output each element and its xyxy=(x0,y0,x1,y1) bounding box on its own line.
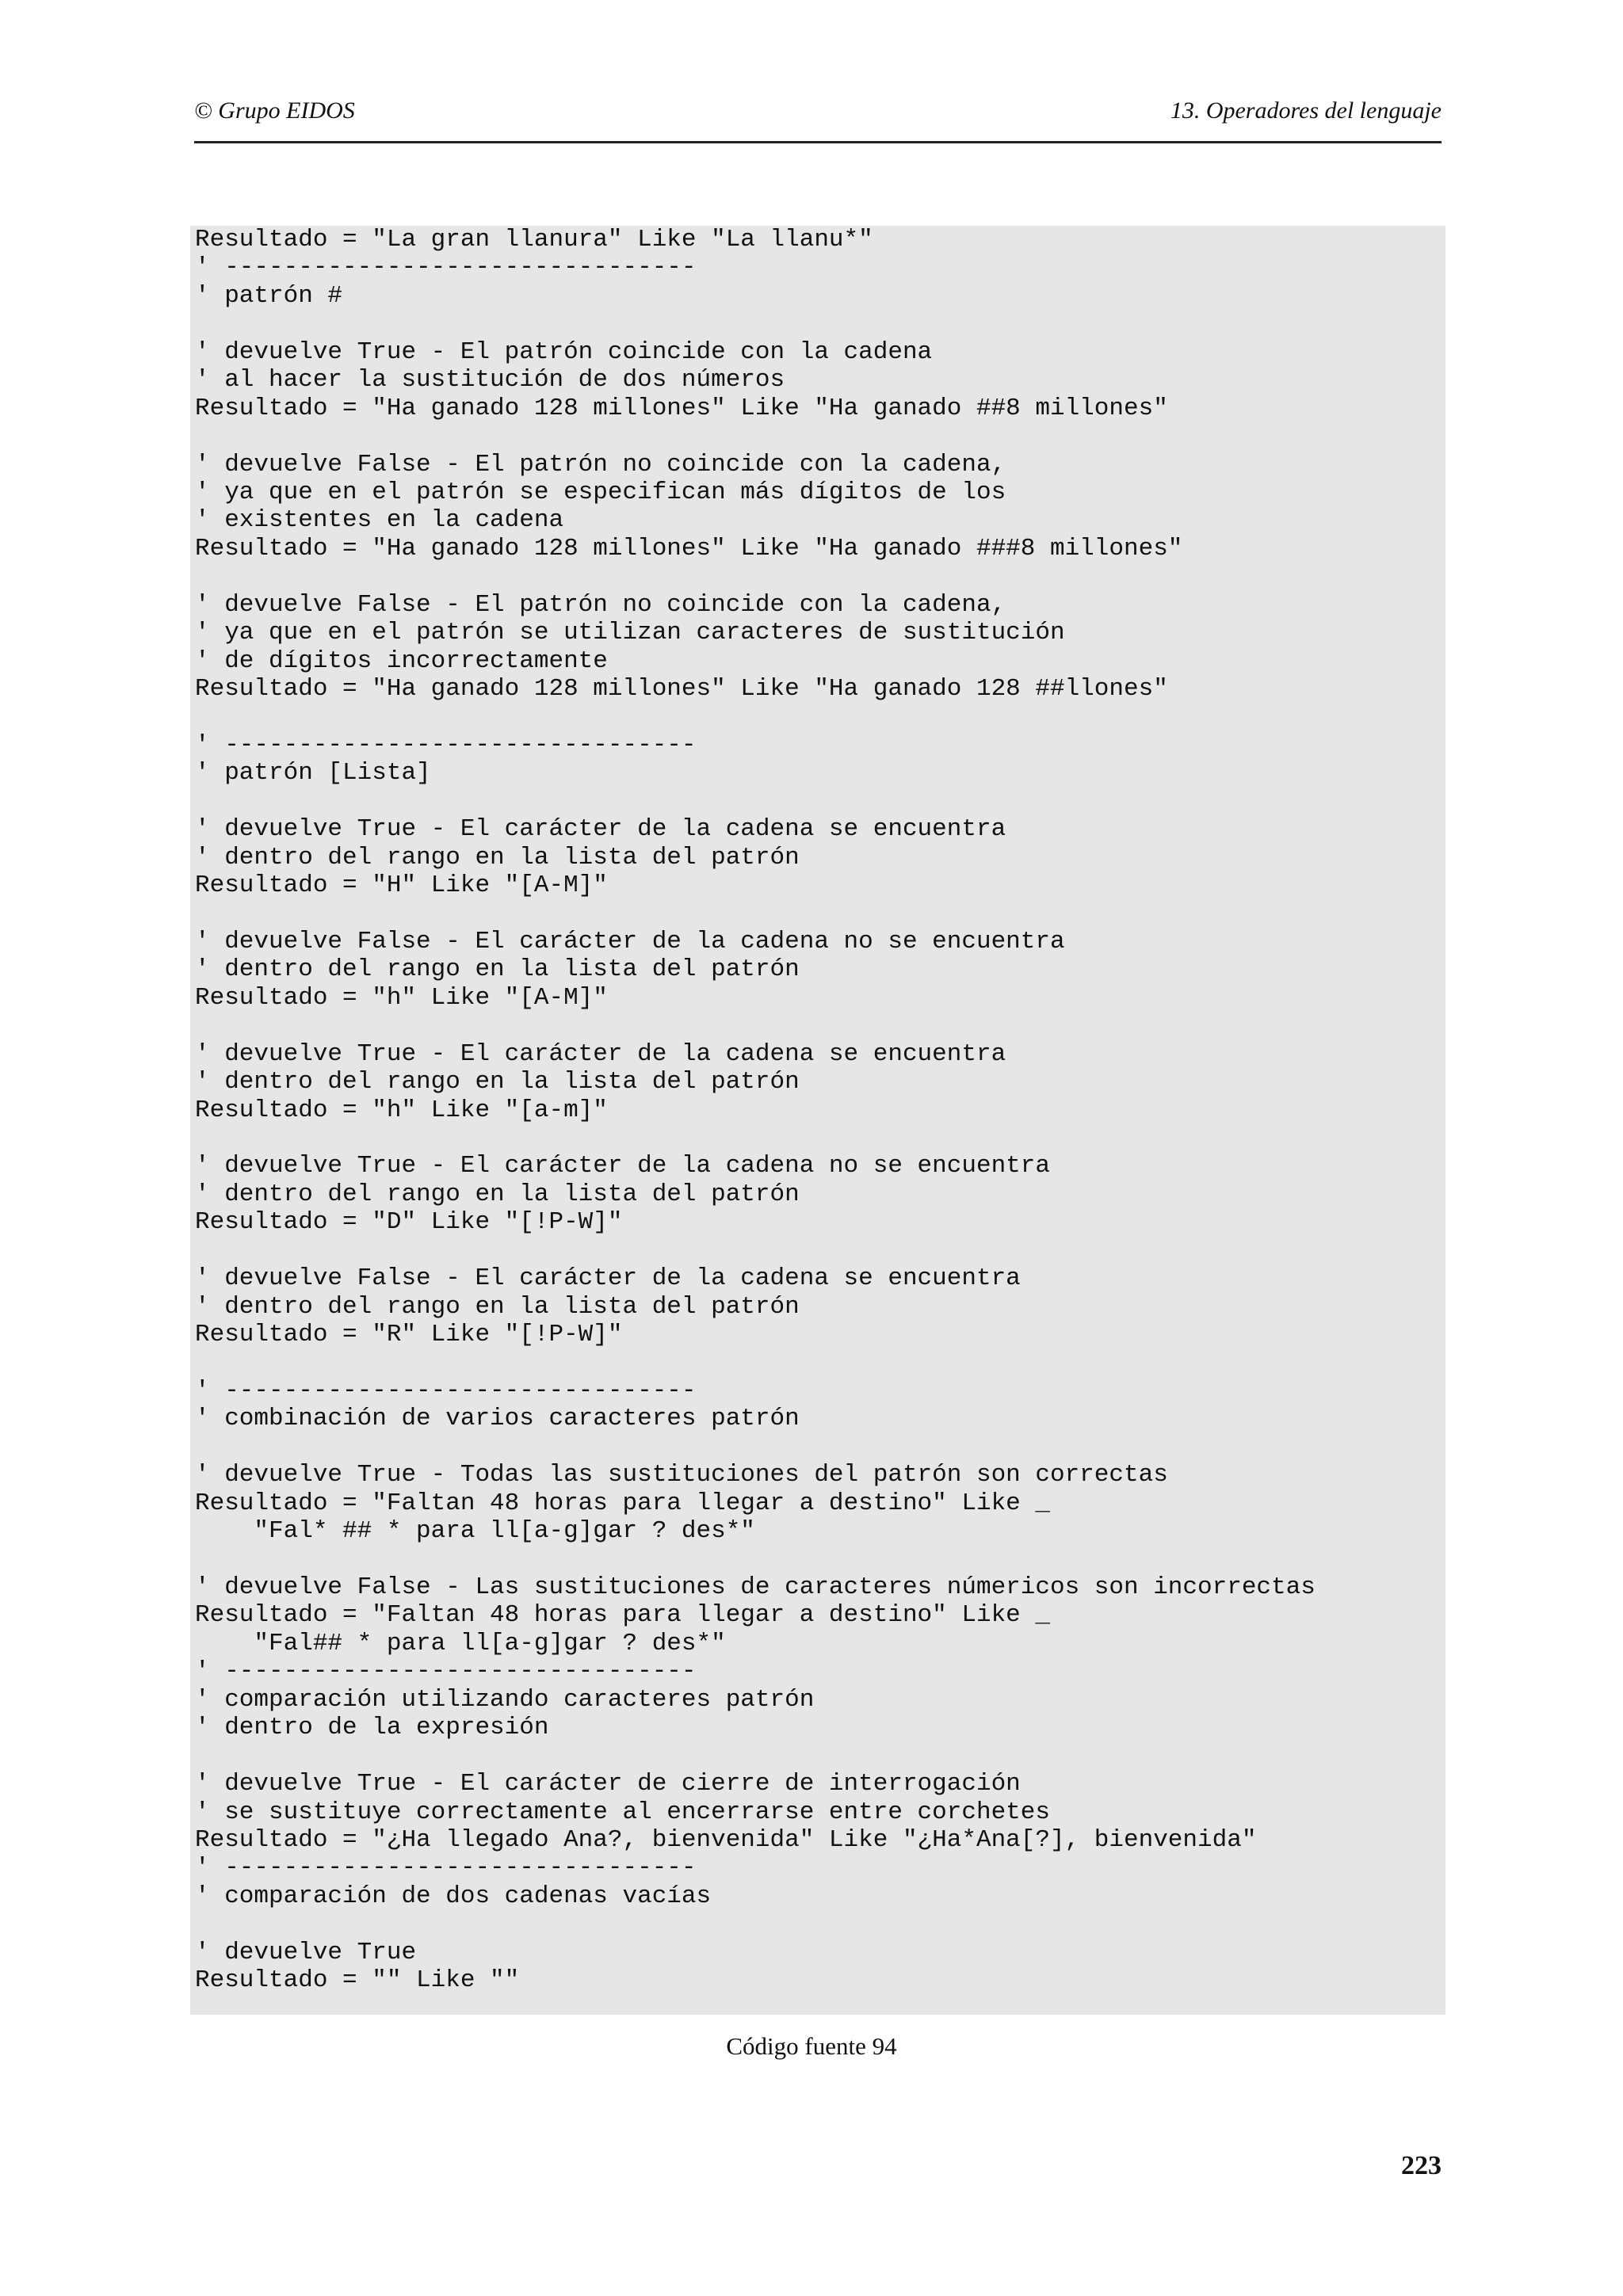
code-listing xyxy=(190,226,1445,2015)
code-line xyxy=(195,1012,1316,1039)
code-line: ' devuelve False - Las sustituciones de caracteres númericos son incorrectas xyxy=(195,1573,1316,1601)
code-line: ' dentro del rango en la lista del patrón xyxy=(195,843,800,871)
code-line: ' dentro del rango en la lista del patrón xyxy=(195,1180,800,1208)
code-line: "Fal* ## * para ll[a-g]gar ? des*" xyxy=(195,1517,755,1546)
code-line xyxy=(195,703,1316,730)
code-line: ' -------------------------------- xyxy=(195,1854,697,1882)
code-line xyxy=(195,310,1316,338)
code-line: ' devuelve True - El carácter de cierre de interrogación xyxy=(195,1770,1021,1798)
code-line: ' al hacer la sustitución de dos números xyxy=(195,366,785,395)
code-line: Resultado = "H" Like "[A-M]" xyxy=(195,871,608,900)
code-line: ' combinación de varios caracteres patrón xyxy=(195,1405,800,1433)
code-line: ' dentro del rango en la lista del patrón xyxy=(195,1068,800,1097)
code-line: ' devuelve True xyxy=(195,1938,417,1966)
code-line: ' dentro del rango en la lista del patrón xyxy=(195,1292,800,1321)
code-line xyxy=(195,1124,1316,1152)
code-line: Resultado = "¿Ha llegado Ana?, bienvenida" Like "¿Ha*Ana[?], bienvenida" xyxy=(195,1825,1257,1854)
code-line: ' dentro de la expresión xyxy=(195,1714,549,1742)
code-line: Resultado = "" Like "" xyxy=(195,1966,520,1995)
code-line: ' dentro del rango en la lista del patrón xyxy=(195,955,800,984)
code-line: ' devuelve False - El carácter de la cadena se encuentra xyxy=(195,1264,1021,1293)
code-line: ' devuelve False - El patrón no coincide con la cadena, xyxy=(195,450,1006,479)
code-line: ' comparación utilizando caracteres patrón xyxy=(195,1685,815,1714)
code-line: ' existentes en la cadena xyxy=(195,506,564,535)
code-line: ' comparación de dos cadenas vacías xyxy=(195,1882,712,1910)
code-line: Resultado = "La gran llanura" Like "La llanu*" xyxy=(195,226,873,254)
code-line xyxy=(195,422,1316,450)
code-line xyxy=(195,1546,1316,1573)
code-line: ' de dígitos incorrectamente xyxy=(195,646,608,675)
code-line: Resultado = "h" Like "[a-m]" xyxy=(195,1096,608,1124)
code-line: ' devuelve True - El carácter de la cadena no se encuentra xyxy=(195,1152,1050,1180)
code-line: ' -------------------------------- xyxy=(195,1376,697,1405)
code-line: ' ya que en el patrón se utilizan caracteres de sustitución xyxy=(195,619,1065,647)
page-header xyxy=(194,93,1442,143)
code-line: Resultado = "Ha ganado 128 millones" Like "Ha ganado ###8 millones" xyxy=(195,534,1183,563)
code-line: ' devuelve False - El carácter de la cadena no se encuentra xyxy=(195,927,1065,955)
page-number: 223 xyxy=(1401,2151,1442,2180)
code-lines xyxy=(195,226,1316,1995)
code-line: Resultado = "Ha ganado 128 millones" Like "Ha ganado ##8 millones" xyxy=(195,394,1168,422)
code-line xyxy=(195,1349,1316,1377)
code-line: Resultado = "D" Like "[!P-W]" xyxy=(195,1208,623,1237)
code-line: Resultado = "Faltan 48 horas para llegar a destino" Like _ xyxy=(195,1489,1050,1517)
code-line: ' devuelve True - El patrón coincide con la cadena xyxy=(195,338,933,366)
code-line: ' devuelve True - El carácter de la cadena se encuentra xyxy=(195,1039,1006,1068)
code-line: Resultado = "R" Like "[!P-W]" xyxy=(195,1321,623,1349)
code-line: ' -------------------------------- xyxy=(195,1657,697,1686)
code-line: Resultado = "Ha ganado 128 millones" Like "Ha ganado 128 ##llones" xyxy=(195,675,1168,703)
code-line xyxy=(195,1910,1316,1938)
code-line: Resultado = "h" Like "[A-M]" xyxy=(195,983,608,1012)
code-line: ' devuelve True - El carácter de la cadena se encuentra xyxy=(195,815,1006,844)
code-line xyxy=(195,1742,1316,1770)
code-line xyxy=(195,900,1316,928)
code-line: ' -------------------------------- xyxy=(195,730,697,759)
code-line xyxy=(195,1433,1316,1461)
header-chapter-title: 13. Operadores del lenguaje xyxy=(1170,97,1442,124)
code-line: Resultado = "Faltan 48 horas para llegar a destino" Like _ xyxy=(195,1601,1050,1630)
code-line: ' -------------------------------- xyxy=(195,254,697,282)
code-caption: Código fuente 94 xyxy=(726,2032,897,2060)
code-line: "Fal## * para ll[a-g]gar ? des*" xyxy=(195,1629,726,1657)
code-line: ' devuelve True - Todas las sustituciones del patrón son correctas xyxy=(195,1461,1168,1489)
code-line: ' patrón # xyxy=(195,281,343,310)
code-line: ' ya que en el patrón se especifican más dígitos de los xyxy=(195,478,1006,506)
code-line xyxy=(195,563,1316,590)
header-publisher: © Grupo EIDOS xyxy=(194,97,355,124)
code-line xyxy=(195,1237,1316,1264)
code-line xyxy=(195,788,1316,815)
code-line: ' patrón [Lista] xyxy=(195,759,431,788)
code-line: ' se sustituye correctamente al encerrarse entre corchetes xyxy=(195,1798,1050,1826)
code-line: ' devuelve False - El patrón no coincide con la cadena, xyxy=(195,590,1006,619)
